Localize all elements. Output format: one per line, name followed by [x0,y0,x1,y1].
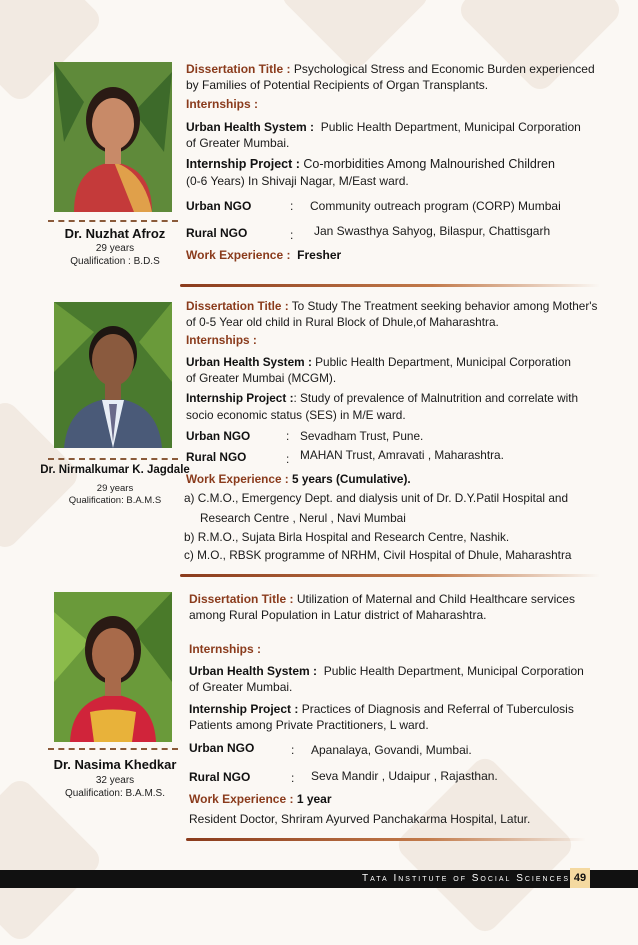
profile-age: 29 years [95,243,135,254]
profile-photo [54,592,172,742]
colon: : [286,429,290,443]
colon: : [290,228,294,242]
profile-age: 29 years [96,483,134,494]
dissertation-text-cont: by Families of Potential Recipients of Organ Transplants. [186,78,489,92]
dissertation-label: Dissertation Title : [186,299,289,313]
work-experience-value: Fresher [297,248,342,262]
internship-project-label: Internship Project : [186,157,300,171]
urban-health-system-label: Urban Health System : [189,664,318,678]
work-item-b: b) R.M.O., Sujata Birla Hospital and Research Centre, Nashik. [184,530,510,544]
internship-project-label: Internship Project : [189,702,299,716]
internship-project-value: : Study of prevalence of Malnutrition and correlate with [293,391,579,405]
work-experience-detail: Resident Doctor, Shriram Ayurved Panchakarma Hospital, Latur. [189,812,531,826]
work-experience-value: 5 years (Cumulative). [292,472,411,486]
profile-age: 32 years [95,775,135,786]
urban-ngo-value: Apanalaya, Govandi, Mumbai. [311,743,472,757]
dissertation-text: Utilization of Maternal and Child Healthcare services [296,592,575,606]
urban-ngo-value: Community outreach program (CORP) Mumbai [310,199,561,213]
colon: : [286,452,290,466]
profile-name: Dr. Nasima Khedkar [53,757,177,772]
urban-health-system-value: Public Health Department, Municipal Corporation [323,664,584,678]
dissertation-text: To Study The Treatment seeking behavior among Mother's [291,299,598,313]
page-footer [0,870,638,888]
urban-health-system-value-cont: of Greater Mumbai (MCGM). [186,371,337,385]
rural-ngo-label: Rural NGO [189,770,251,784]
urban-health-system-label: Urban Health System : [186,120,315,134]
profile-name: Dr. Nirmalkumar K. Jagdale [40,464,190,476]
urban-health-system-value-cont: of Greater Mumbai. [189,680,293,694]
internship-project-value-cont: (0-6 Years) In Shivaji Nagar, M/East ward. [186,174,409,188]
profile-photo [54,302,172,448]
dissertation-text: Psychological Stress and Economic Burden experienced [293,62,595,76]
profile-qualification: Qualification: B.A.M.S [68,495,162,506]
internship-project-value-cont: Patients among Private Practitioners, L ward. [189,718,429,732]
background-decoration [0,775,105,945]
profile-qualification: Qualification: B.A.M.S. [64,788,166,799]
work-item-a-cont: Research Centre , Nerul , Navi Mumbai [200,511,406,525]
internships-label: Internships : [189,642,262,656]
profile-qualification: Qualification : B.D.S [70,256,160,267]
urban-ngo-label: Urban NGO [189,741,255,755]
page-number: 49 [570,868,590,888]
colon: : [291,771,295,785]
internships-label: Internships : [186,333,257,347]
dissertation-label: Dissertation Title : [186,62,291,76]
work-item-a: a) C.M.O., Emergency Dept. and dialysis unit of Dr. D.Y.Patil Hospital and [184,491,569,505]
internships-label: Internships : [186,97,259,111]
rural-ngo-value: Seva Mandir , Udaipur , Rajasthan. [311,769,498,783]
internship-project-label: Internship Project : [186,391,294,405]
urban-health-system-label: Urban Health System : [186,355,312,369]
name-divider [48,458,178,460]
work-experience-label: Work Experience : [189,792,294,806]
section-divider [180,284,600,287]
urban-ngo-label: Urban NGO [186,429,251,443]
name-divider [48,220,178,222]
section-divider [186,838,586,841]
dissertation-text-cont: among Rural Population in Latur district of Maharashtra. [189,608,487,622]
work-experience-value: 1 year [296,792,332,806]
urban-ngo-value: Sevadham Trust, Pune. [300,429,424,443]
dissertation-label: Dissertation Title : [189,592,294,606]
footer-institute-name: Tata Institute of Social Sciences [362,873,570,884]
urban-health-system-value: Public Health Department, Municipal Corporation [315,355,571,369]
internship-project-value-cont: socio economic status (SES) in M/E ward. [186,408,406,422]
internship-project-value: Practices of Diagnosis and Referral of Tuberculosis [301,702,574,716]
colon: : [290,199,294,213]
profile-photo [54,62,172,212]
rural-ngo-label: Rural NGO [186,226,248,240]
rural-ngo-value: MAHAN Trust, Amravati , Maharashtra. [300,448,504,462]
rural-ngo-label: Rural NGO [186,450,247,464]
work-experience-label: Work Experience : [186,472,289,486]
work-experience-label: Work Experience : [186,248,291,262]
dissertation-text-cont: of 0-5 Year old child in Rural Block of Dhule,of Maharashtra. [186,315,499,329]
urban-ngo-label: Urban NGO [186,199,252,213]
urban-health-system-value: Public Health Department, Municipal Corporation [320,120,581,134]
rural-ngo-value: Jan Swasthya Sahyog, Bilaspur, Chattisgarh [314,224,551,238]
name-divider [48,748,178,750]
work-item-c: c) M.O., RBSK programme of NRHM, Civil Hospital of Dhule, Maharashtra [184,548,572,562]
colon: : [291,743,295,757]
section-divider [180,574,600,577]
internship-project-value: Co-morbidities Among Malnourished Children [303,157,555,171]
urban-health-system-value-cont: of Greater Mumbai. [186,136,290,150]
profile-name: Dr. Nuzhat Afroz [64,226,166,241]
